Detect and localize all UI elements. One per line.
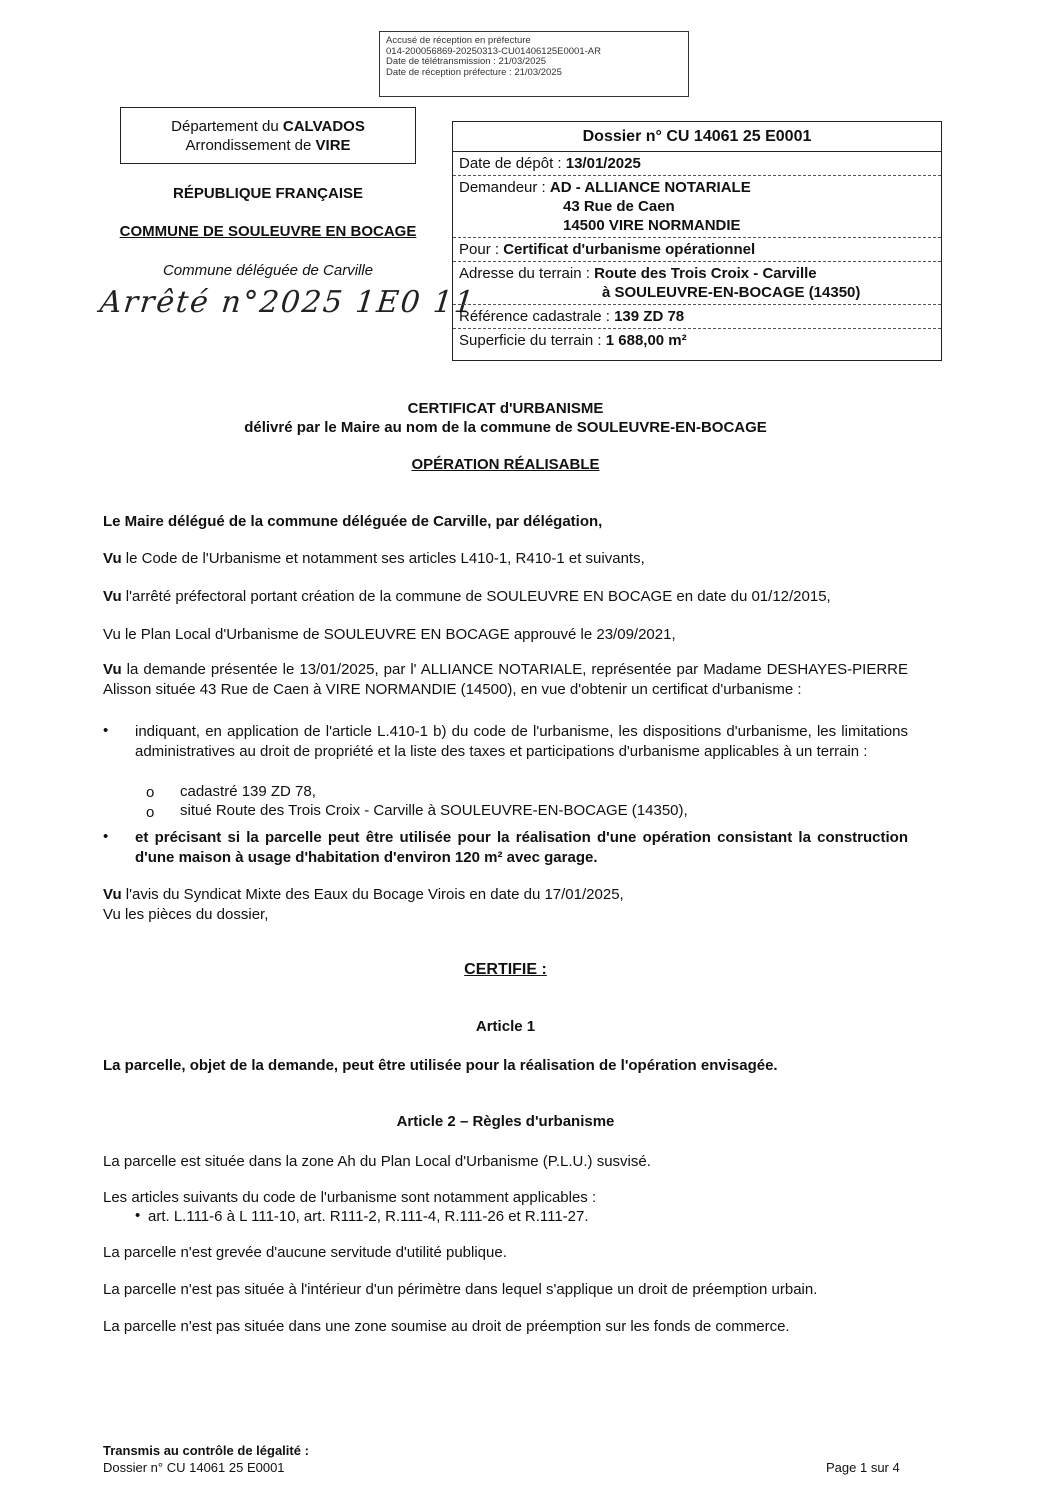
- dossier-cadastre-row: [453, 305, 941, 329]
- article-2-preemption-commerce: La parcelle n'est pas située dans une zone soumise au droit de préemption sur les fonds de commerce.: [103, 1318, 790, 1335]
- operation-heading: OPÉRATION RÉALISABLE: [411, 456, 600, 473]
- vu-avis-syndicat: [103, 885, 908, 905]
- article-2-zone: La parcelle est située dans la zone Ah du Plan Local d'Urbanisme (P.L.U.) susvisé.: [103, 1153, 651, 1170]
- demandeur-name: AD - ALLIANCE NOTARIALE: [549, 179, 751, 196]
- vu-text: l'avis du Syndicat Mixte des Eaux du Bocage Virois en date du 17/01/2025,: [121, 886, 624, 903]
- stamp-line-4: Date de réception préfecture : 21/03/2025: [386, 66, 562, 78]
- demandeur-address-1: 43 Rue de Caen: [563, 198, 675, 215]
- stamp-line-1: Accusé de réception en préfecture: [386, 35, 531, 46]
- sub-situe: situé Route des Trois Croix - Carville à SOULEUVRE-EN-BOCAGE (14350),: [180, 802, 688, 819]
- dossier-title: Dossier n° CU 14061 25 E0001: [453, 122, 941, 152]
- pour-label: Pour :: [459, 241, 504, 258]
- sub-cadastre: cadastré 139 ZD 78,: [180, 783, 316, 800]
- footer-transmis: Transmis au contrôle de légalité :: [103, 1443, 309, 1458]
- adresse-value-1: Route des Trois Croix - Carville: [594, 265, 817, 282]
- bullet-dot: •: [135, 1207, 141, 1224]
- article-2-preemption-urbain: La parcelle n'est pas située à l'intérieur d'un périmètre dans lequel s'applique un droit de préemption urbain.: [103, 1281, 818, 1298]
- pour-value: Certificat d'urbanisme opérationnel: [503, 241, 756, 258]
- certificate-title: CERTIFICAT d'URBANISME: [407, 400, 604, 417]
- demandeur-label: Demandeur :: [459, 179, 550, 196]
- stamp-line-2: 014-200056869-20250313-CU01406125E0001-AR: [386, 45, 601, 57]
- stamp-line-3: Date de télétransmission : 21/03/2025: [386, 56, 547, 67]
- vu-code-urbanisme: [103, 549, 908, 569]
- vu-plu: Vu le Plan Local d'Urbanisme de SOULEUVRE EN BOCAGE approuvé le 23/09/2021,: [103, 626, 676, 643]
- department-box: [120, 107, 416, 164]
- commune-deleguee: Commune déléguée de Carville: [162, 262, 374, 279]
- article-2-articles-list: art. L.111-6 à L 111-10, art. R111-2, R.111-4, R.111-26 et R.111-27.: [148, 1208, 589, 1225]
- article-1-heading: Article 1: [475, 1018, 536, 1035]
- vu-text: la demande présentée le 13/01/2025, par l' ALLIANCE NOTARIALE, représentée par Madame DESHAYES-PIERRE Alisson située 43 Rue de Caen à VIRE NORMANDIE (14500), en vue d'obtenir un certificat d'urbanisme :: [103, 661, 908, 698]
- arrondissement-line: [121, 136, 415, 155]
- commune-heading: COMMUNE DE SOULEUVRE EN BOCAGE: [119, 223, 417, 240]
- demandeur-address-2: 14500 VIRE NORMANDIE: [563, 217, 741, 234]
- footer-dossier: Dossier n° CU 14061 25 E0001: [103, 1460, 285, 1475]
- superficie-label: Superficie du terrain :: [459, 332, 606, 349]
- depot-label: Date de dépôt :: [459, 155, 566, 172]
- bullet-precisant: et précisant si la parcelle peut être utilisée pour la réalisation d'une opération consistant la construction d'une maison à usage d'habitation d'environ 120 m² avec garage.: [135, 829, 908, 866]
- adresse-value-2: à SOULEUVRE-EN-BOCAGE (14350): [602, 284, 861, 301]
- vu-keyword: Vu: [103, 550, 122, 567]
- certifie-heading: CERTIFIE :: [464, 961, 547, 978]
- bullet-dot: •: [103, 828, 109, 845]
- bullet-dot: •: [103, 722, 109, 739]
- adresse-label: Adresse du terrain :: [459, 265, 595, 282]
- vu-text: le Code de l'Urbanisme et notamment ses articles L410-1, R410-1 et suivants,: [121, 550, 645, 567]
- dossier-superficie-row: [453, 329, 941, 352]
- dossier-pour-row: [453, 238, 941, 262]
- department-line: [121, 117, 415, 136]
- vu-keyword: Vu: [103, 588, 122, 605]
- maire-statement: Le Maire délégué de la commune déléguée de Carville, par délégation,: [103, 513, 603, 530]
- vu-text: l'arrêté préfectoral portant création de la commune de SOULEUVRE EN BOCAGE en date du 01/12/2015,: [121, 588, 831, 605]
- dossier-demandeur-row: [453, 176, 941, 238]
- bullet-indiquant: indiquant, en application de l'article L.410-1 b) du code de l'urbanisme, les dispositions d'urbanisme, les limitations administratives au droit de propriété et la liste des taxes et participations d'urbanisme applicables à un terrain :: [135, 723, 908, 760]
- article-1-text: La parcelle, objet de la demande, peut être utilisée pour la réalisation de l'opération envisagée.: [103, 1057, 778, 1074]
- reception-stamp: [379, 31, 689, 97]
- arrondissement-prefix: Arrondissement de: [185, 137, 316, 154]
- arrondissement-name: VIRE: [315, 137, 351, 154]
- vu-keyword: Vu: [103, 661, 122, 678]
- page-number: Page 1 sur 4: [826, 1460, 900, 1475]
- circle-bullet: o: [146, 804, 155, 821]
- certificate-subtitle: délivré par le Maire au nom de la commune de SOULEUVRE-EN-BOCAGE: [244, 419, 767, 436]
- vu-arrete-prefectoral: [103, 587, 908, 607]
- handwritten-arrete-number: Arrêté n°2025 1E0 11: [98, 285, 478, 320]
- department-prefix: Département du: [171, 118, 283, 135]
- vu-keyword: Vu: [103, 886, 122, 903]
- cadastre-label: Référence cadastrale :: [459, 308, 615, 325]
- vu-pieces: Vu les pièces du dossier,: [103, 906, 269, 923]
- article-2-heading: Article 2 – Règles d'urbanisme: [396, 1113, 615, 1130]
- department-name: CALVADOS: [282, 118, 365, 135]
- depot-value: 13/01/2025: [565, 155, 641, 172]
- cadastre-value: 139 ZD 78: [614, 308, 685, 325]
- dossier-adresse-row: [453, 262, 941, 305]
- article-2-servitude: La parcelle n'est grevée d'aucune servitude d'utilité publique.: [103, 1244, 507, 1261]
- article-2-articles-intro: Les articles suivants du code de l'urbanisme sont notamment applicables :: [103, 1189, 597, 1206]
- republic-heading: RÉPUBLIQUE FRANÇAISE: [172, 185, 363, 202]
- circle-bullet: o: [146, 784, 155, 801]
- superficie-value: 1 688,00 m²: [605, 332, 687, 349]
- vu-demande: [103, 660, 908, 699]
- dossier-depot-row: [453, 152, 941, 176]
- dossier-box: [452, 121, 942, 361]
